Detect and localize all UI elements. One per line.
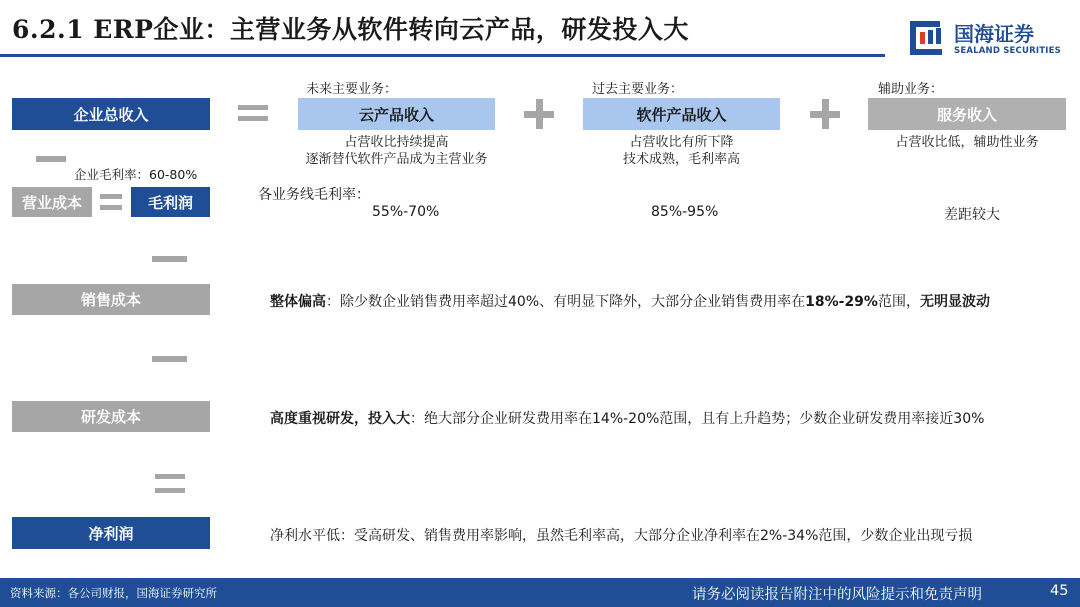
cloud-revenue-box: 云产品收入	[298, 98, 495, 130]
software-caption: 过去主要业务：	[592, 82, 684, 97]
minus-sign	[152, 356, 187, 362]
page-title: 6.2.1 ERP企业：主营业务从软件转向云产品，研发投入大	[12, 15, 689, 44]
minus-sign	[152, 256, 187, 262]
equals-sign	[238, 105, 268, 121]
rd-bold1: 高度重视研发，投入大	[270, 411, 410, 427]
company-logo	[908, 18, 1068, 60]
software-revenue-box: 软件产品收入	[583, 98, 780, 130]
service-revenue-box: 服务收入	[868, 98, 1066, 130]
service-desc-line1: 占营收比低，辅助性业务	[895, 135, 1039, 150]
service-caption: 辅助业务：	[878, 82, 944, 97]
service-description	[848, 134, 1080, 151]
margin-heading: 各业务线毛利率：	[258, 187, 370, 203]
gross-margin-label: 企业毛利率：60-80%	[74, 167, 198, 182]
gross-profit-box: 毛利润	[131, 187, 210, 217]
sales-cost-text	[270, 291, 990, 311]
net-profit-text: 净利水平低：受高研发、销售费用率影响，虽然毛利率高，大部分企业净利率在2%-34%范围，少数企业出现亏损	[270, 528, 973, 544]
sales-t1: ：除少数企业销售费用率超过40%、有明显下降外，大部分企业销售费用率在	[326, 294, 806, 310]
sealand-logo-icon	[908, 18, 948, 58]
cloud-caption: 未来主要业务：	[306, 82, 398, 97]
sales-t2: 范围，	[877, 294, 920, 310]
equals-sign	[155, 474, 185, 493]
net-profit-box: 净利润	[12, 517, 210, 549]
software-desc-line2: 技术成熟，毛利率高	[622, 152, 740, 167]
cloud-description	[270, 134, 523, 168]
rd-cost-text	[270, 408, 984, 428]
page-number: 45	[1050, 583, 1069, 599]
logo-name-en: SEALAND SECURITIES	[954, 46, 1061, 56]
operating-cost-box: 营业成本	[12, 187, 92, 217]
sales-bold2: 18%-29%	[805, 294, 878, 310]
source-note: 资料来源：各公司财报，国海证券研究所	[10, 586, 217, 600]
title-divider	[0, 54, 885, 57]
rd-cost-box: 研发成本	[12, 401, 210, 432]
plus-sign	[524, 99, 554, 129]
sales-cost-box: 销售成本	[12, 284, 210, 315]
disclaimer: 请务必阅读报告附注中的风险提示和免责声明	[692, 587, 982, 603]
cloud-margin: 55%-70%	[372, 204, 440, 220]
logo-name-cn: 国海证券	[954, 22, 1034, 46]
plus-sign	[810, 99, 840, 129]
software-description	[560, 134, 803, 168]
sales-bold1: 整体偏高	[270, 294, 326, 310]
cloud-desc-line2: 逐渐替代软件产品成为主营业务	[305, 152, 488, 167]
cloud-desc-line1: 占营收比持续提高	[344, 135, 449, 150]
sales-bold3: 无明显波动	[919, 294, 990, 310]
equals-sign	[100, 194, 122, 210]
software-desc-line1: 占营收比有所下降	[629, 135, 734, 150]
service-margin: 差距较大	[944, 207, 1000, 223]
rd-t1: ：绝大部分企业研发费用率在14%-20%范围，且有上升趋势；少数企业研发费用率接近30%	[410, 411, 985, 427]
software-margin: 85%-95%	[651, 204, 719, 220]
total-revenue-box: 企业总收入	[12, 98, 210, 130]
minus-sign	[36, 156, 66, 162]
